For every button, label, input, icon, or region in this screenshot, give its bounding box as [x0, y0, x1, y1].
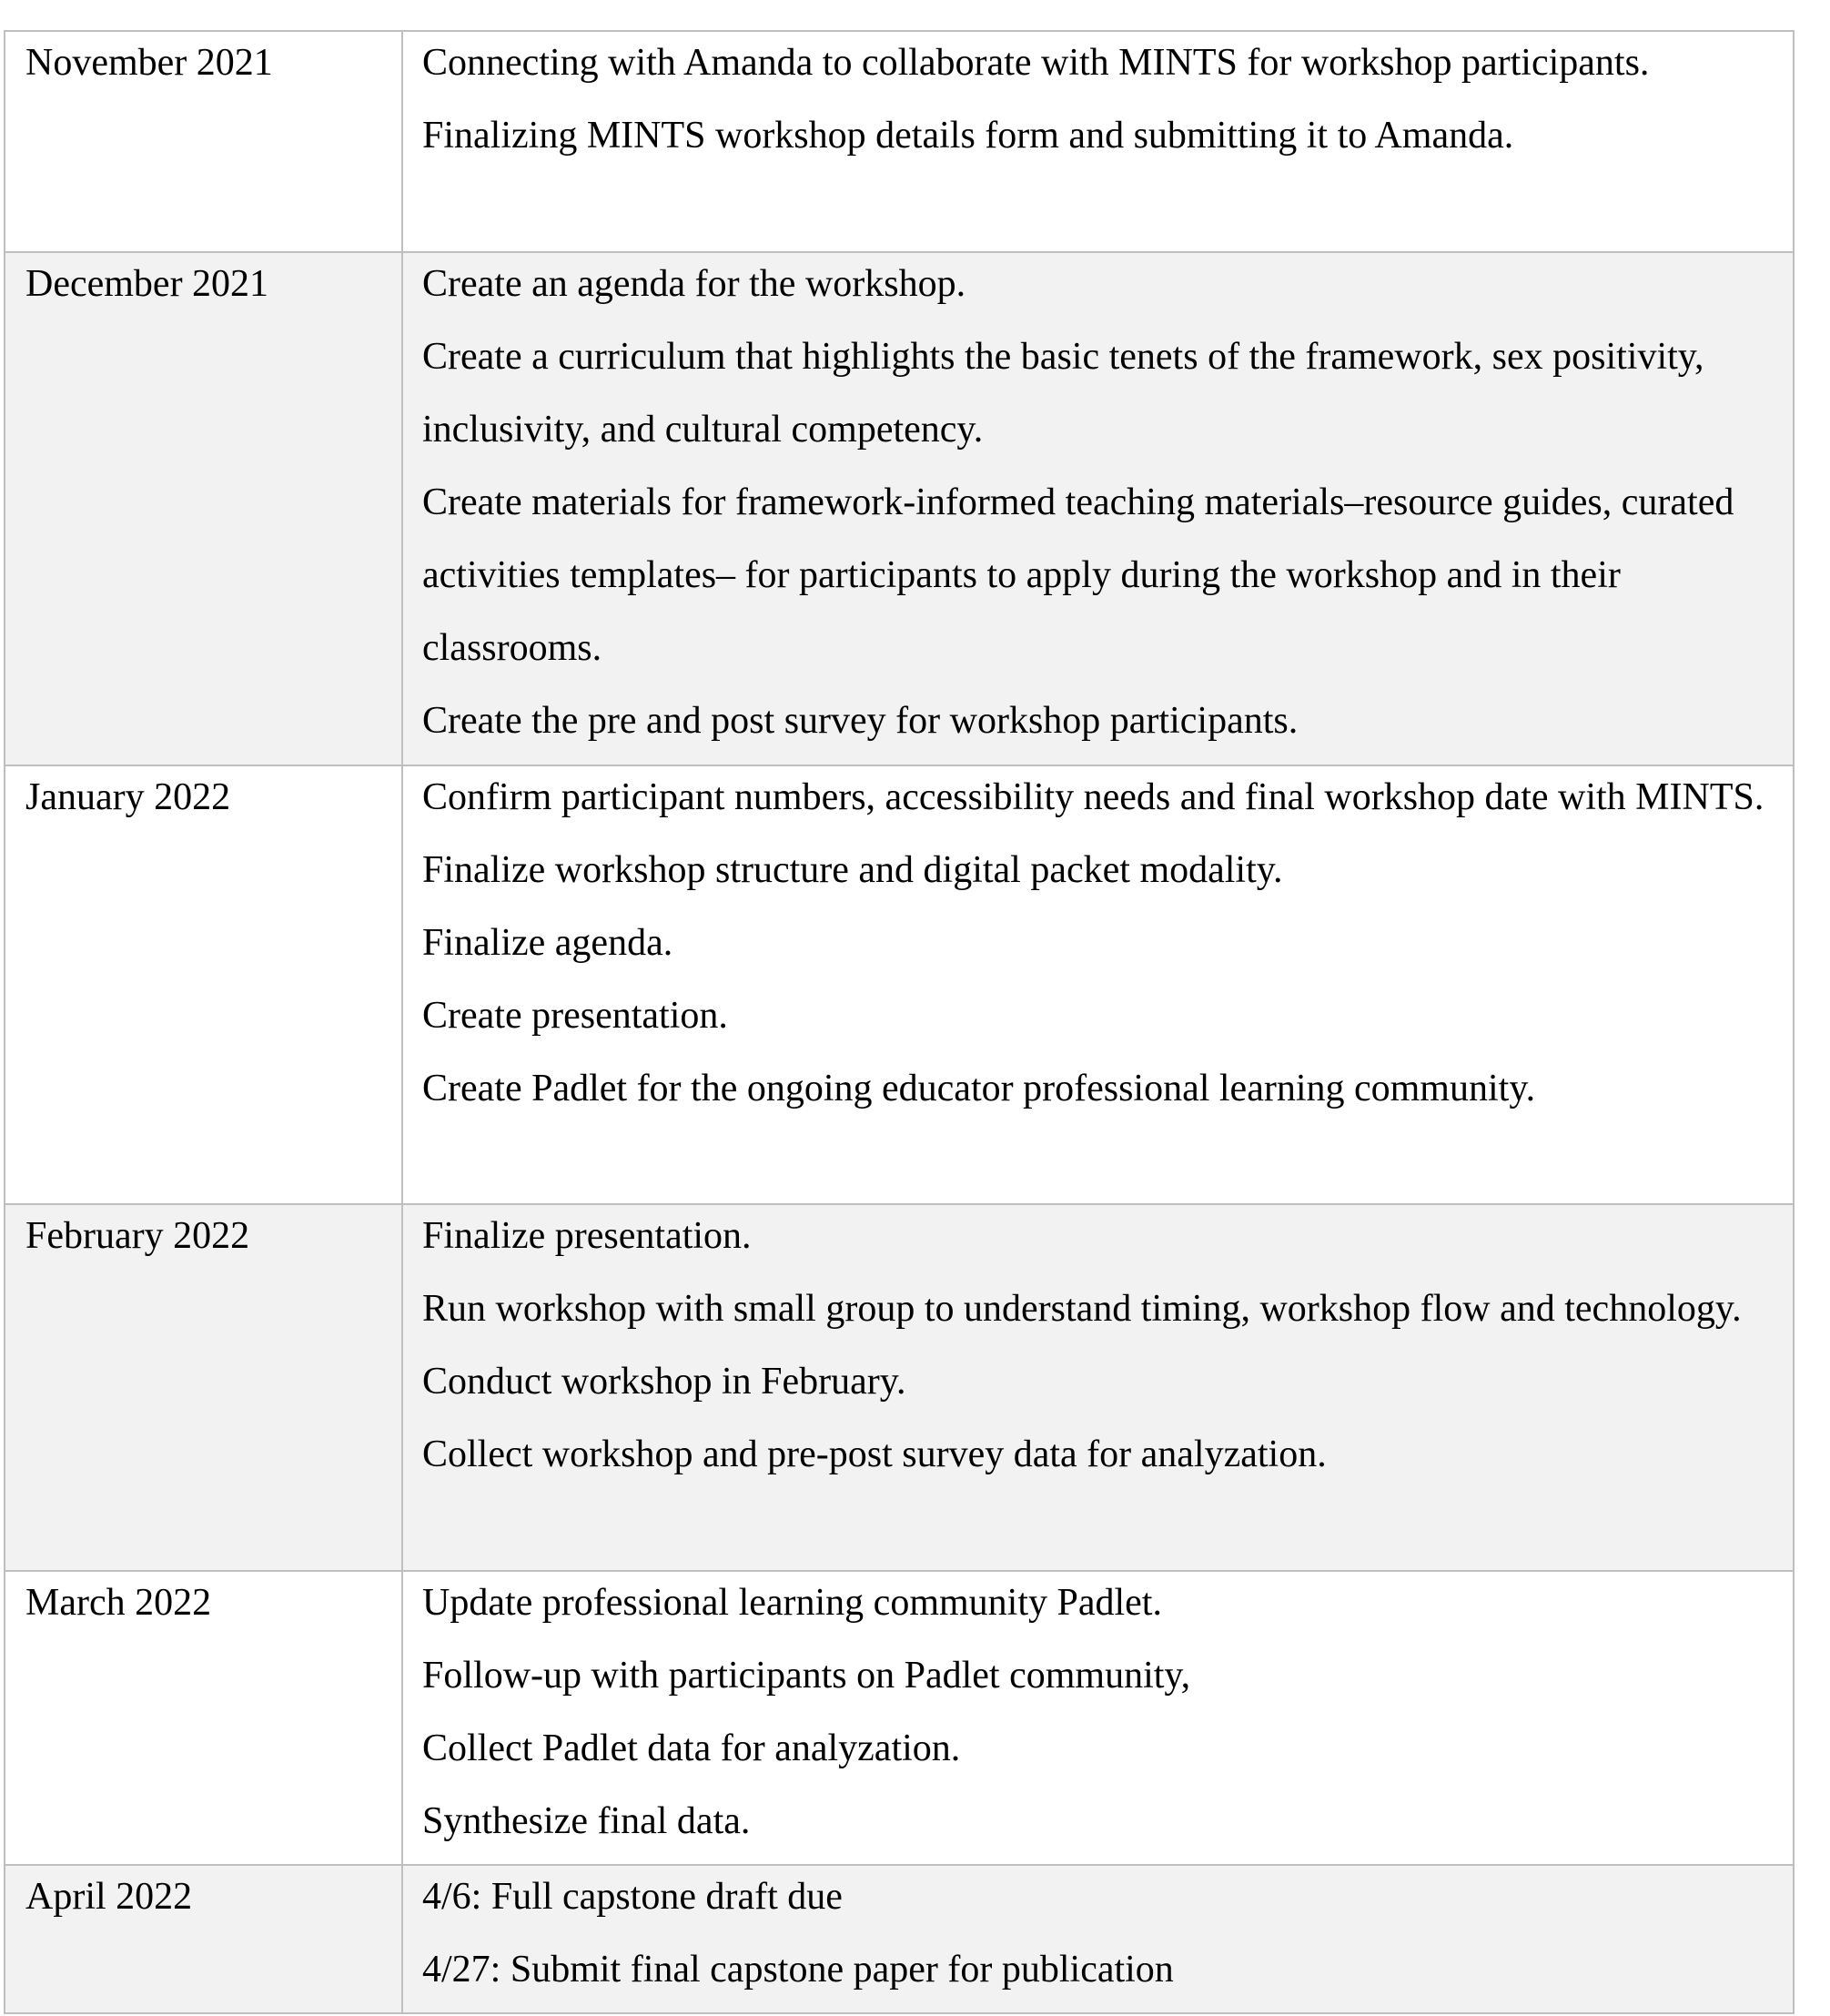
tasks-cell [402, 31, 1794, 252]
task-item: Finalize agenda. [422, 922, 673, 964]
task-item: Connecting with Amanda to collaborate with MINTS for workshop participants. [422, 42, 1650, 84]
month-cell [5, 252, 402, 765]
task-item: Finalize workshop structure and digital packet modality. [422, 849, 1283, 891]
table-row-november-2021 [5, 31, 1794, 252]
month-label: December 2021 [25, 263, 269, 305]
task-item: Confirm participant numbers, accessibility needs and final workshop date with MINTS. [422, 776, 1764, 818]
month-label: February 2022 [25, 1215, 250, 1257]
tasks-cell [402, 252, 1794, 765]
task-item: Create the pre and post survey for workshop participants. [422, 700, 1299, 742]
task-item: Create Padlet for the ongoing educator professional learning community. [422, 1068, 1536, 1109]
timeline-table [4, 30, 1795, 2014]
tasks-cell [402, 1571, 1794, 1865]
task-item: 4/6: Full capstone draft due [422, 1876, 843, 1918]
task-item: Finalizing MINTS workshop details form and submitting it to Amanda. [422, 115, 1514, 157]
table-row-march-2022 [5, 1571, 1794, 1865]
month-cell [5, 1865, 402, 2013]
task-item: Create an agenda for the workshop. [422, 263, 966, 305]
task-item: Collect workshop and pre-post survey data for analyzation. [422, 1433, 1327, 1475]
table-row-february-2022 [5, 1204, 1794, 1571]
task-item: Synthesize final data. [422, 1800, 751, 1842]
month-cell [5, 31, 402, 252]
tasks-cell [402, 765, 1794, 1204]
month-label: April 2022 [25, 1876, 193, 1918]
task-item: Create presentation. [422, 995, 728, 1037]
table-row-april-2022 [5, 1865, 1794, 2013]
task-item: Finalize presentation. [422, 1215, 752, 1257]
task-item: Create materials for framework-informed teaching materials–resource guides, curated activities templates– for participants to apply during the workshop and in their classrooms. [422, 481, 1734, 669]
month-cell [5, 1571, 402, 1865]
table-row-december-2021 [5, 252, 1794, 765]
task-item: Collect Padlet data for analyzation. [422, 1727, 961, 1769]
month-cell [5, 1204, 402, 1571]
task-item: Create a curriculum that highlights the basic tenets of the framework, sex positivity, inclusivity, and cultural competency. [422, 336, 1704, 451]
month-label: November 2021 [25, 42, 273, 84]
task-item: Follow-up with participants on Padlet community, [422, 1655, 1191, 1697]
task-item: Update professional learning community Padlet. [422, 1582, 1162, 1624]
month-label: January 2022 [25, 776, 231, 818]
month-label: March 2022 [25, 1582, 212, 1624]
month-cell [5, 765, 402, 1204]
task-item: Conduct workshop in February. [422, 1361, 906, 1403]
tasks-cell [402, 1865, 1794, 2013]
task-item: Run workshop with small group to understand timing, workshop flow and technology. [422, 1288, 1742, 1330]
table-row-january-2022 [5, 765, 1794, 1204]
task-item: 4/27: Submit final capstone paper for publication [422, 1949, 1174, 1991]
tasks-cell [402, 1204, 1794, 1571]
